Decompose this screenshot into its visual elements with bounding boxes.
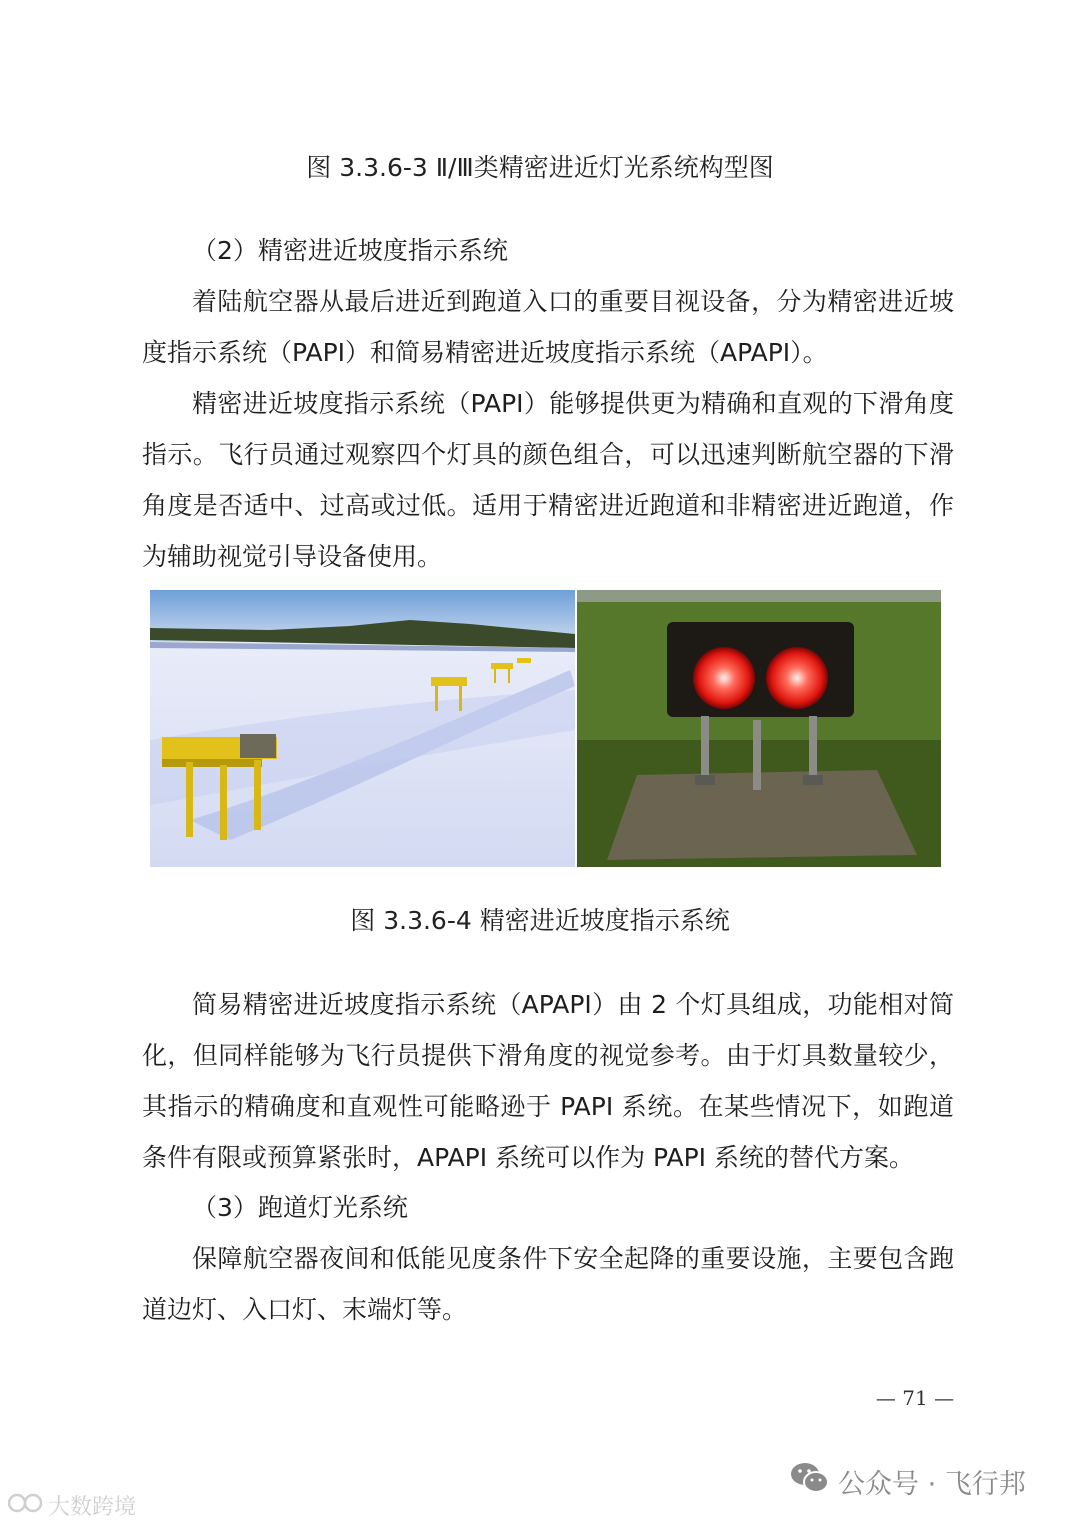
figure-caption-bottom: 图 3.3.6-4 精密进近坡度指示系统: [350, 906, 730, 935]
watermark-right: [790, 1461, 1026, 1502]
watermark-right-text: 公众号 · 飞行邦: [838, 1469, 1026, 1500]
watermark-logo-icon: [8, 1492, 44, 1520]
page-number: — 71 —: [875, 1386, 955, 1410]
watermark-left-text: 大数跨境: [48, 1495, 137, 1520]
papi-night-photo: [577, 590, 941, 867]
paragraph-3: 简易精密进近坡度指示系统（APAPI）由 2 个灯具组成，功能相对简化，但同样能够为飞行员提供下滑角度的视觉参考。由于灯具数量较少，其指示的精确度和直观性可能略逊于 PAPI 系统。在某些情况下，如跑道条件有限或预算紧张时，APAPI 系统可以作为 PAPI 系统的替代方案。: [142, 990, 954, 1172]
figure-caption-top: 图 3.3.6-3 Ⅱ/Ⅲ类精密进近灯光系统构型图: [306, 153, 774, 182]
watermark-left: [8, 1490, 136, 1521]
paragraph-2: 精密进近坡度指示系统（PAPI）能够提供更为精确和直观的下滑角度指示。飞行员通过观察四个灯具的颜色组合，可以迅速判断航空器的下滑角度是否适中、过高或过低。适用于精密进近跑道和非精密进近跑道，作为辅助视觉引导设备使用。: [142, 389, 954, 571]
paragraph-4: 保障航空器夜间和低能见度条件下安全起降的重要设施，主要包含跑道边灯、入口灯、末端灯等。: [142, 1244, 954, 1324]
paragraph-1: 着陆航空器从最后进近到跑道入口的重要目视设备，分为精密进近坡度指示系统（PAPI）和简易精密进近坡度指示系统（APAPI）。: [142, 287, 954, 367]
papi-snow-photo: [150, 590, 575, 867]
papi-photos: [150, 590, 941, 867]
section-2-heading: （2）精密进近坡度指示系统: [192, 236, 508, 265]
section-3-heading: （3）跑道灯光系统: [192, 1193, 408, 1222]
wechat-icon: [790, 1461, 830, 1502]
